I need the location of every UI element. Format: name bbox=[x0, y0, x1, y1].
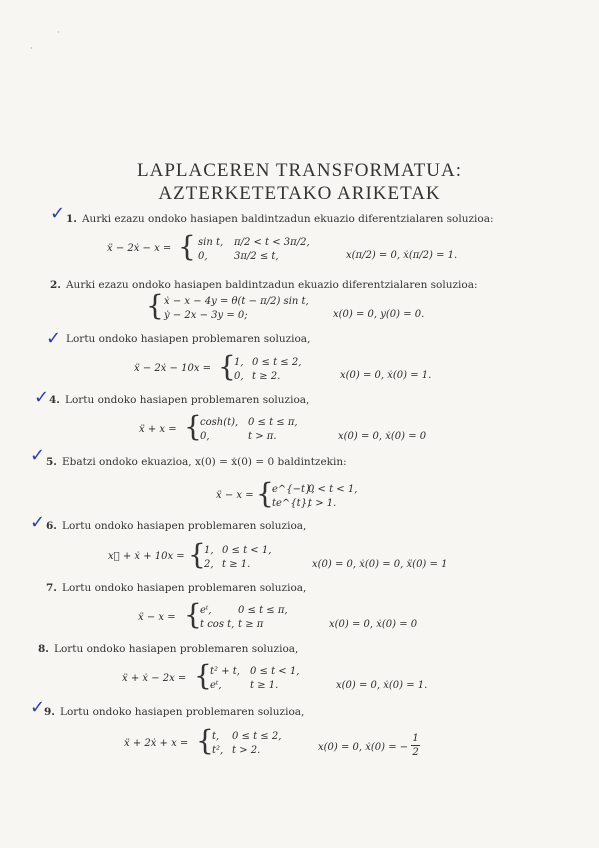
problem-number: 2. bbox=[50, 279, 61, 291]
problem-7-initial-conditions: x(0) = 0, ẋ(0) = 0 bbox=[329, 619, 418, 630]
statement-text: Lortu ondoko hasiapen problemaren soluzioa, bbox=[64, 394, 310, 406]
problem-5-lhs: ẍ − x = bbox=[216, 490, 254, 501]
problem-1-lhs: ẍ − 2ẋ − x = bbox=[107, 243, 172, 254]
case-expr: eᵗ, bbox=[200, 605, 212, 616]
case-cond: t > 1. bbox=[308, 498, 337, 509]
problem-9-statement bbox=[44, 706, 304, 718]
problem-6-lhs: x⃛ + ẋ + 10x = bbox=[108, 551, 185, 562]
case-cond: 0 ≤ t < 1, bbox=[222, 545, 272, 556]
case-expr: 0, bbox=[200, 431, 210, 442]
case-expr: 1, bbox=[234, 357, 244, 368]
problem-3-statement bbox=[66, 333, 310, 345]
problem-4-statement bbox=[49, 394, 309, 406]
case-expr: cosh(t), bbox=[200, 417, 239, 428]
handwritten-check-icon: ✓ bbox=[30, 445, 46, 466]
problem-6-statement bbox=[46, 520, 306, 532]
problem-6-initial-conditions: x(0) = 0, ẋ(0) = 0, ẍ(0) = 1 bbox=[312, 559, 448, 570]
handwritten-check-icon: ✓ bbox=[30, 697, 46, 718]
problem-8-statement bbox=[38, 643, 298, 655]
brace: { bbox=[218, 350, 236, 383]
problem-3-lhs: ẍ − 2ẋ − 10x = bbox=[134, 363, 212, 374]
brace: { bbox=[184, 598, 202, 631]
case-expr: 0, bbox=[234, 371, 244, 382]
statement-text: Ebatzi ondoko ekuazioa, x(0) = ẋ(0) = 0 baldintzekin: bbox=[61, 456, 347, 468]
brace: { bbox=[178, 230, 196, 263]
handwritten-check-icon: ✓ bbox=[46, 328, 62, 349]
system-equation: ẏ − 2x − 3y = 0; bbox=[164, 310, 248, 321]
handwritten-check-icon: ✓ bbox=[50, 203, 66, 224]
brace: { bbox=[146, 289, 164, 322]
problem-7-statement bbox=[46, 582, 306, 594]
problem-number: 1. bbox=[66, 213, 77, 225]
brace: { bbox=[184, 410, 202, 443]
problem-9-lhs: ẍ + 2ẋ + x = bbox=[124, 738, 189, 749]
handwritten-check-icon: ✓ bbox=[34, 387, 50, 408]
case-cond: t ≥ 1. bbox=[222, 559, 251, 570]
case-expr: eᵗ, bbox=[210, 680, 222, 691]
case-cond: π/2 < t < 3π/2, bbox=[234, 237, 310, 248]
case-expr: te^{t}, bbox=[272, 498, 311, 509]
problem-number: 7. bbox=[46, 582, 57, 594]
brace: { bbox=[194, 659, 212, 692]
fraction-bar bbox=[411, 745, 420, 746]
case-expr: 2, bbox=[204, 559, 214, 570]
problem-4-initial-conditions: x(0) = 0, ẋ(0) = 0 bbox=[338, 431, 427, 442]
problem-2-initial-conditions: x(0) = 0, y(0) = 0. bbox=[333, 309, 425, 320]
scan-speck: · bbox=[30, 44, 33, 53]
problem-number: 8. bbox=[38, 643, 49, 655]
problem-9-ic-fraction bbox=[411, 733, 420, 758]
problem-8-lhs: ẍ + ẋ − 2x = bbox=[122, 673, 187, 684]
fraction-denominator: 2 bbox=[412, 747, 419, 758]
problem-5-statement bbox=[46, 456, 347, 468]
statement-text: Lortu ondoko hasiapen problemaren soluzioa, bbox=[61, 582, 307, 594]
problem-number: 4. bbox=[49, 394, 60, 406]
fraction-numerator: 1 bbox=[412, 733, 419, 744]
scan-speck: · bbox=[57, 28, 60, 37]
case-cond: 0 ≤ t < 1, bbox=[250, 666, 300, 677]
case-cond: 0 < t < 1, bbox=[308, 484, 358, 495]
problem-number: 6. bbox=[46, 520, 57, 532]
case-expr: t² + t, bbox=[210, 666, 240, 677]
statement-text: Aurki ezazu ondoko hasiapen baldintzadun ekuazio diferentzialaren soluzioa: bbox=[65, 279, 478, 291]
title-line-1: LAPLACEREN TRANSFORMATUA: bbox=[137, 160, 462, 181]
problem-2-statement bbox=[50, 279, 478, 291]
brace: { bbox=[256, 477, 274, 510]
case-cond: 0 ≤ t ≤ 2, bbox=[252, 357, 302, 368]
case-cond: 0 ≤ t ≤ π, bbox=[248, 417, 298, 428]
handwritten-check-icon: ✓ bbox=[30, 512, 46, 533]
case-expr: sin t, bbox=[198, 237, 224, 248]
problem-3-initial-conditions: x(0) = 0, ẋ(0) = 1. bbox=[340, 370, 432, 381]
problem-8-initial-conditions: x(0) = 0, ẋ(0) = 1. bbox=[336, 680, 428, 691]
case-cond: t ≥ 1. bbox=[250, 680, 279, 691]
case-cond: 0 ≤ t ≤ π, bbox=[238, 605, 288, 616]
problem-1-initial-conditions: x(π/2) = 0, ẋ(π/2) = 1. bbox=[346, 250, 458, 261]
case-cond: t ≥ 2. bbox=[252, 371, 281, 382]
title-line-2: AZTERKETETAKO ARIKETAK bbox=[158, 183, 441, 204]
system-equation: ẋ − x − 4y = θ(t − π/2) sin t, bbox=[164, 296, 309, 307]
case-cond: t > π. bbox=[248, 431, 277, 442]
problem-7-lhs: ẍ − x = bbox=[138, 612, 176, 623]
case-expr: e^{−t}, bbox=[272, 484, 315, 495]
statement-text: Lortu ondoko hasiapen problemaren soluzioa, bbox=[59, 706, 305, 718]
problem-9-initial-conditions: x(0) = 0, ẋ(0) = − bbox=[318, 742, 409, 753]
case-expr: t², bbox=[212, 745, 224, 756]
brace: { bbox=[196, 724, 214, 757]
statement-text: Lortu ondoko hasiapen problemaren soluzioa, bbox=[53, 643, 299, 655]
case-cond: 3π/2 ≤ t, bbox=[234, 251, 279, 262]
problem-number: 9. bbox=[44, 706, 55, 718]
case-cond: t ≥ π bbox=[238, 619, 264, 630]
case-expr: t, bbox=[212, 731, 220, 742]
case-cond: t > 2. bbox=[232, 745, 261, 756]
case-expr: 1, bbox=[204, 545, 214, 556]
brace: { bbox=[188, 538, 206, 571]
case-expr: t cos t, bbox=[200, 619, 235, 630]
case-cond: 0 ≤ t ≤ 2, bbox=[232, 731, 282, 742]
statement-text: Lortu ondoko hasiapen problemaren soluzioa, bbox=[61, 520, 307, 532]
problem-1-statement bbox=[66, 213, 494, 225]
problem-4-lhs: ẍ + x = bbox=[139, 424, 177, 435]
statement-text: Aurki ezazu ondoko hasiapen baldintzadun ekuazio diferentzialaren soluzioa: bbox=[81, 213, 494, 225]
problem-number: 5. bbox=[46, 456, 57, 468]
statement-text: Lortu ondoko hasiapen problemaren soluzioa, bbox=[66, 333, 311, 345]
case-expr: 0, bbox=[198, 251, 208, 262]
